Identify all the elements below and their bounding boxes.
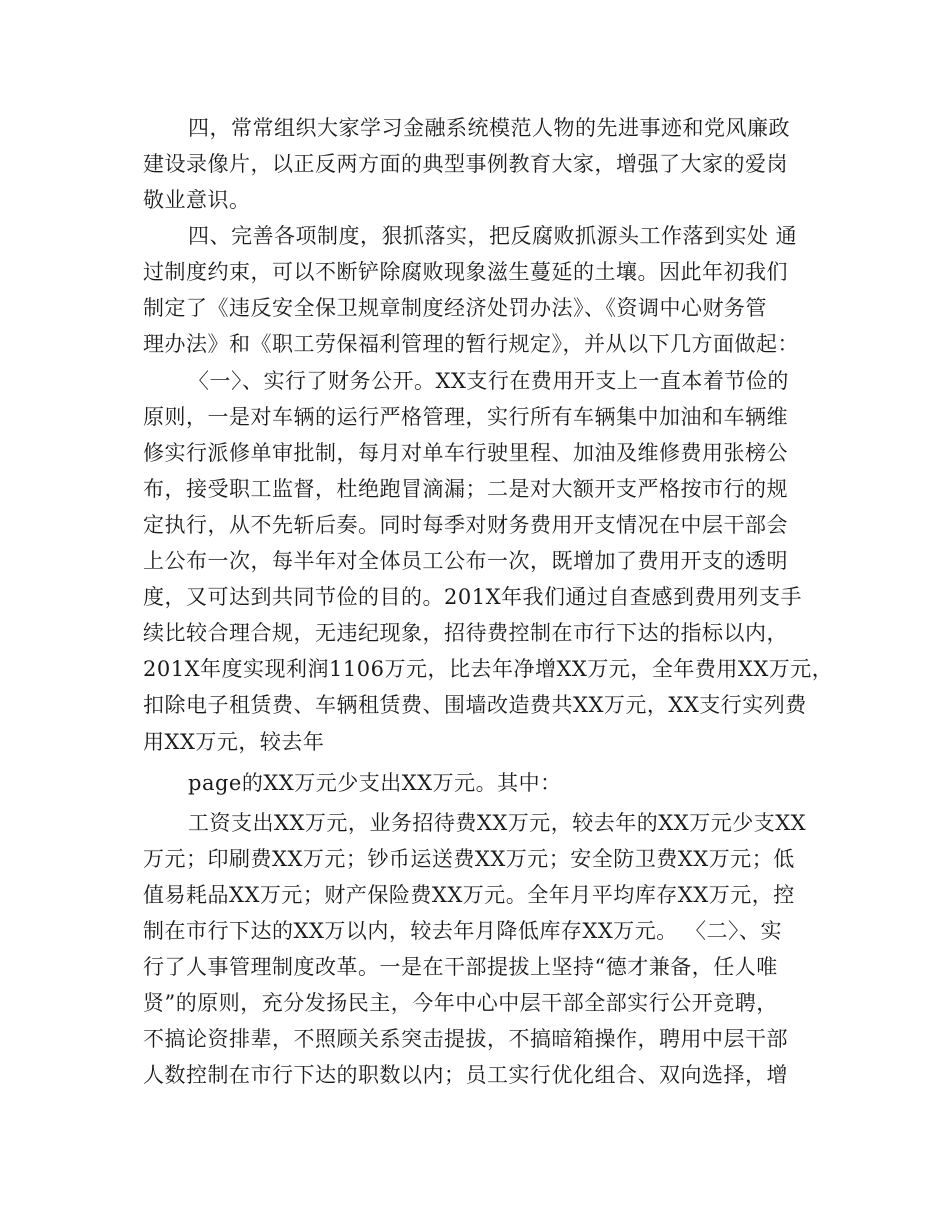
text-line: 敬业意识。 [143, 188, 251, 212]
text-line: 人数控制在市行下达的职数以内；员工实行优化组合、双向选择，增 [143, 1063, 788, 1087]
text-line: 制在市行下达的XX万以内，较去年月降低库存XX万元。 〈二〉、实 [143, 919, 782, 943]
text-line: 上公布一次，每半年对全体员工公布一次，既增加了费用开支的透明 [143, 549, 788, 573]
text-line: 201X年度实现利润1106万元，比去年净增XX万元，全年费用XX万元， [143, 657, 834, 681]
text-line: 续比较合理合规，无违纪现象，招待费控制在市行下达的指标以内， [143, 621, 788, 645]
text-line: 四，常常组织大家学习金融系统模范人物的先进事迹和党风廉政 [188, 116, 790, 140]
text-line: 理办法》和《职工劳保福利管理的暂行规定》，并从以下几方面做起： [143, 332, 799, 356]
text-line: 工资支出XX万元，业务招待费XX万元，较去年的XX万元少支XX [188, 811, 807, 835]
text-line: page的XX万元少支出XX万元。其中： [188, 771, 562, 795]
text-line: 万元；印刷费XX万元；钞币运送费XX万元；安全防卫费XX万元；低 [143, 847, 795, 871]
text-line: 贤”的原则，充分发扬民主，今年中心中层干部全部实行公开竞聘， [143, 991, 778, 1015]
text-line: 制定了《违反安全保卫规章制度经济处罚办法》、《资调中心财务管 [143, 296, 767, 320]
text-line: 不搞论资排辈，不照顾关系突击提拔，不搞暗箱操作，聘用中层干部 [143, 1027, 788, 1051]
text-line: 用XX万元，较去年 [143, 730, 325, 754]
text-line: 过制度约束，可以不断铲除腐败现象滋生蔓延的土壤。因此年初我们 [143, 260, 788, 284]
text-line: 布，接受职工监督，杜绝跑冒滴漏；二是对大额开支严格按市行的规 [143, 477, 788, 501]
text-line: 〈一〉、实行了财务公开。XX支行在费用开支上一直本着节俭的 [188, 369, 789, 393]
text-line: 定执行，从不先斩后奏。同时每季对财务费用开支情况在中层干部会 [143, 513, 788, 537]
text-line: 原则，一是对车辆的运行严格管理，实行所有车辆集中加油和车辆维 [143, 405, 788, 429]
text-line: 度，又可达到共同节俭的目的。201X年我们通过自查感到费用列支手 [143, 585, 803, 609]
text-line: 行了人事管理制度改革。一是在干部提拔上坚持“德才兼备，任人唯 [143, 955, 778, 979]
text-line: 建设录像片，以正反两方面的典型事例教育大家，增强了大家的爱岗 [143, 152, 788, 176]
text-line: 值易耗品XX万元；财产保险费XX万元。全年月平均库存XX万元，控 [143, 883, 795, 907]
text-line: 修实行派修单审批制，每月对单车行驶里程、加油及维修费用张榜公 [143, 441, 788, 465]
text-line: 扣除电子租赁费、车辆租赁费、围墙改造费共XX万元，XX支行实列费 [143, 693, 807, 717]
text-line: 四、完善各项制度，狠抓落实，把反腐败抓源头工作落到实处 通 [188, 224, 798, 248]
